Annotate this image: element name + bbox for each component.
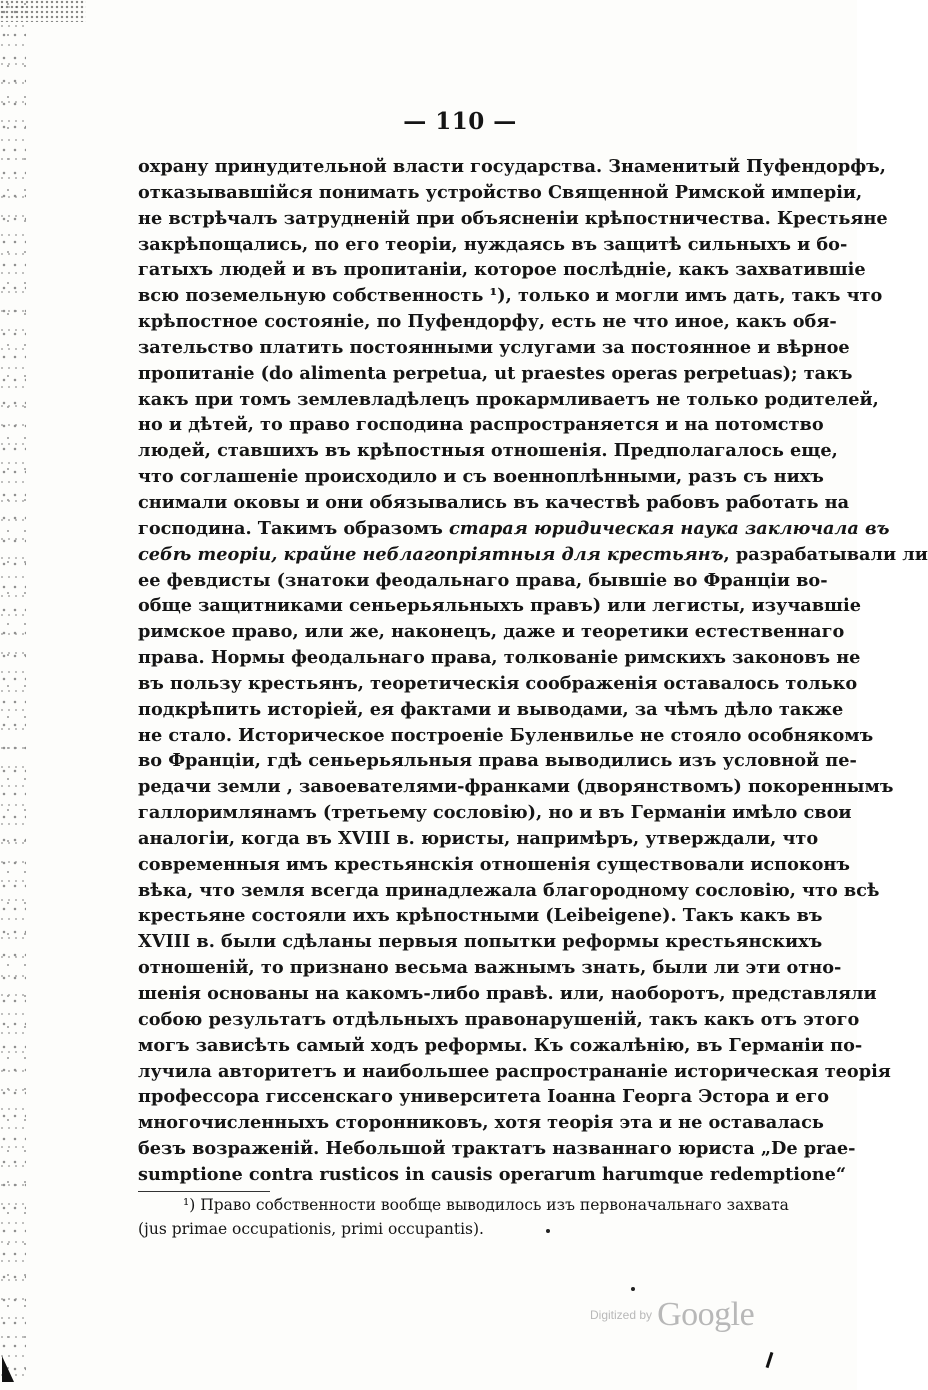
text-line: права. Нормы феодальнаго права, толкованіе римскихъ законовъ не: [138, 647, 861, 669]
scan-corner-noise: [0, 0, 86, 22]
page-number: — 110 —: [403, 108, 517, 135]
text-line: что соглашеніе происходило и съ военноплѣнными, разъ съ нихъ: [138, 466, 824, 488]
text-segment: , разрабатывали ли: [723, 543, 928, 565]
footnote: [138, 1193, 789, 1241]
text-line: но и дѣтей, то право господина распространяется и на потомство: [138, 414, 824, 436]
text-line: всю поземельную собственность ¹), только и могли имъ дать, такъ что: [138, 285, 883, 307]
digitization-watermark: [590, 1296, 780, 1346]
text-line: въ пользу крестьянъ, теоретическія соображенія оставалось только: [138, 672, 858, 694]
ink-speck: [631, 1287, 635, 1291]
text-line: ее февдисты (знатоки феодальнаго права, бывшіе во Франціи во-: [138, 569, 828, 591]
text-segment: господина. Такимъ образомъ: [138, 517, 449, 539]
text-line: гатыхъ людей и въ пропитаніи, которое послѣдніе, какъ захватившіе: [138, 259, 866, 281]
text-line: вѣка, что земля всегда принадлежала благородному сословію, что всѣ: [138, 879, 880, 901]
text-line: sumptione contra rusticos in causis operarum harumque redemptione“: [138, 1163, 847, 1185]
text-line: не стало. Историческое построеніе Буленвилье не стояло особнякомъ: [138, 724, 874, 746]
text-line: во Франціи, гдѣ сеньерьяльныя права выводились изъ условной пе-: [138, 750, 857, 772]
text-line: крестьяне состояли ихъ крѣпостными (Leibeigene). Такъ какъ въ: [138, 905, 823, 927]
digitized-by-text: Digitized by: [590, 1308, 653, 1322]
footnote-divider: [138, 1191, 270, 1192]
text-line: отношеній, то признано весьма важнымъ знать, были ли эти отно-: [138, 957, 842, 979]
text-line: какъ при томъ землевладѣлецъ прокармливаетъ не только родителей,: [138, 388, 879, 410]
text-line: зательство платить постоянными услугами за постоянное и вѣрное: [138, 336, 850, 358]
text-line: крѣпостное состояніе, по Пуфендорфу, есть не что иное, какъ обя-: [138, 311, 837, 333]
text-line: отказывавшійся понимать устройство Священной Римской имперіи,: [138, 181, 863, 203]
text-line: не встрѣчалъ затрудненій при объясненіи крѣпостничества. Крестьяне: [138, 207, 888, 229]
ink-speck: [546, 1229, 550, 1233]
text-line: людей, ставшихъ въ крѣпостныя отношенія. Предполагалось еще,: [138, 440, 838, 462]
text-line: могъ зависѣть самый ходъ реформы. Къ сожалѣнію, въ Германіи по-: [138, 1034, 863, 1056]
text-line: римское право, или же, наконецъ, даже и теоретики естественнаго: [138, 621, 845, 643]
footnote-line: (jus primae occupationis, primi occupantis).: [138, 1220, 484, 1238]
footnote-line: ¹) Право собственности вообще выводилось изъ первоначальнаго захвата: [183, 1196, 789, 1214]
italic-segment: себѣ теоріи, крайне неблагопріятныя для крестьянъ: [138, 543, 724, 565]
text-line: снимали оковы и они обязывались въ качествѣ рабовъ работать на: [138, 491, 850, 513]
text-line: редачи земли , завоевателями-франками (дворянствомъ) покореннымъ: [138, 776, 894, 798]
text-line: лучила авторитетъ и наибольшее распространаніе историческая теорія: [138, 1060, 891, 1082]
italic-segment: старая юридическая наука заключала въ: [448, 517, 890, 539]
text-line: многочисленныхъ сторонниковъ, хотя теорія эта и не оставалась: [138, 1112, 824, 1134]
text-line-with-italic: [138, 542, 928, 568]
text-line: профессора гиссенскаго университета Іоанна Георга Эстора и его: [138, 1086, 829, 1108]
text-line-with-italic: [138, 516, 890, 542]
ink-mark: [766, 1352, 774, 1368]
text-line: аналогіи, когда въ XVIII в. юристы, напримѣръ, утверждали, что: [138, 827, 819, 849]
text-line: подкрѣпить исторіей, ея фактами и выводами, за чѣмъ дѣло также: [138, 698, 844, 720]
corner-mark: [2, 1356, 14, 1382]
text-line: пропитаніе (do alimenta perpetua, ut praestes operas perpetuas); такъ: [138, 362, 853, 384]
text-line: собою результатъ отдѣльныхъ правонарушеній, такъ какъ отъ этого: [138, 1008, 860, 1030]
text-line: современныя имъ крестьянскія отношенія существовали испоконъ: [138, 853, 850, 875]
text-line: охрану принудительной власти государства. Знаменитый Пуфендорфъ,: [138, 156, 886, 177]
text-line: XVIII в. были сдѣланы первыя попытки реформы крестьянскихъ: [138, 931, 823, 953]
text-line: шенія основаны на какомъ-либо правѣ. или, наоборотъ, представляли: [138, 983, 877, 1004]
text-line: обще защитниками сеньерьяльныхъ правъ) или легисты, изучавшіе: [138, 595, 862, 617]
text-line: безъ возраженій. Небольшой трактатъ названнаго юриста „De prae-: [138, 1138, 856, 1160]
google-logo: Google: [657, 1296, 755, 1333]
body-text: [138, 154, 928, 1188]
scan-left-edge-noise: [0, 0, 26, 1390]
text-line: закрѣпощались, по его теоріи, нуждаясь въ защитѣ сильныхъ и бо-: [138, 233, 848, 255]
text-line: галлоримлянамъ (третьему сословію), но и въ Германіи имѣло свои: [138, 802, 852, 824]
